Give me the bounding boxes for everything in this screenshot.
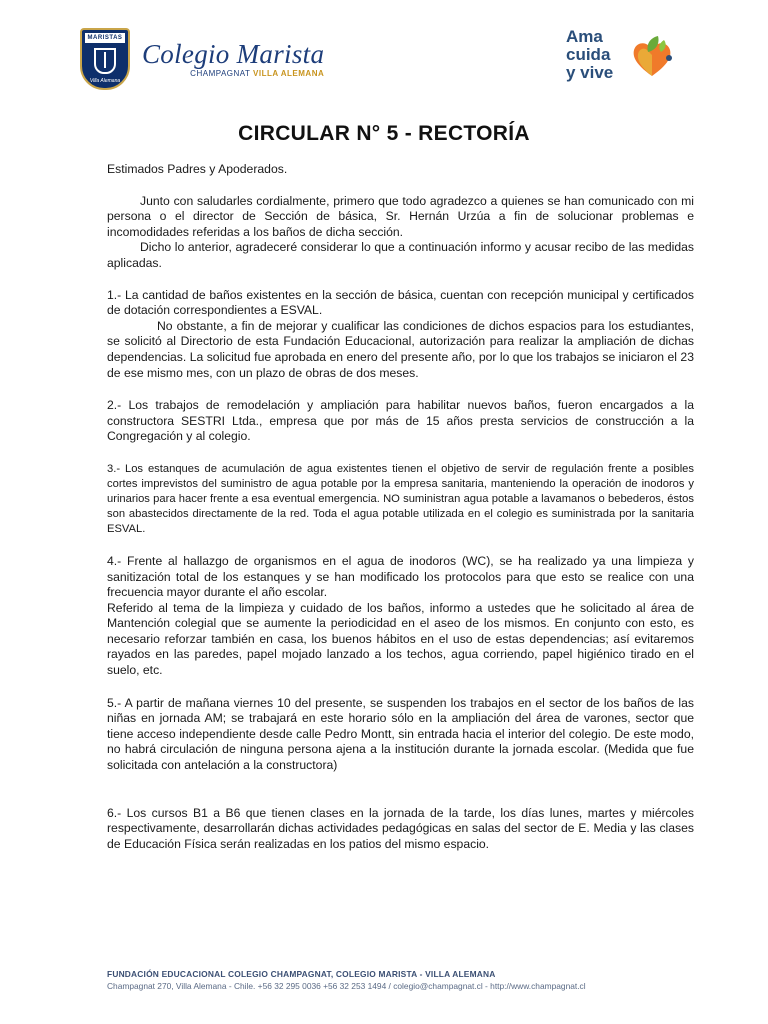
intro-paragraph-1: Junto con saludarles cordialmente, primero que todo agradezco a quienes se han comunicado con mi persona o el director de Sección de básica, Sr. Hernán Urzúa a fin de solucionar problemas e incomodidades referidas a los baños de dicha sección. (107, 193, 694, 239)
school-logo (80, 28, 324, 90)
campaign-line-1: Ama (566, 27, 603, 46)
item-2: 2.- Los trabajos de remodelación y ampliación para habilitar nuevos baños, fueron encargados a la constructora SESTRI Ltda., empresa que por más de 15 años presta servicios de construcción a la Congregación y al colegio. (107, 398, 694, 444)
item-1-paragraph-1: 1.- La cantidad de baños existentes en la sección de básica, cuentan con recepción municipal y certificados de dotación correspondientes a ESVAL. (107, 287, 694, 318)
intro-paragraph-2: Dicho lo anterior, agradeceré considerar lo que a continuación informo y acusar recibo de las medidas aplicadas. (107, 240, 694, 270)
school-name: Colegio Marista (142, 39, 325, 69)
footer (107, 968, 667, 992)
item-4-paragraph-1: 4.- Frente al hallazgo de organismos en el agua de inodoros (WC), se ha realizado ya una limpieza y sanitización total de los estanques y se han modificado los protocolos para que esto se realice con una frecuencia mayor durante el año escolar. (107, 553, 694, 600)
campaign-line-2: cuida (566, 45, 611, 64)
item-6: 6.- Los cursos B1 a B6 que tienen clases en la jornada de la tarde, los días lunes, martes y miércoles respectivamente, desarrollarán dichas actividades pedagógicas en salas del sector de E. Media y las clases de Educación Física serán realizadas en los patios del mismo espacio. (107, 805, 694, 851)
letter-body (107, 160, 694, 852)
footer-contact: Champagnat 270, Villa Alemana - Chile. +56 32 295 0036 +56 32 253 1494 / colegio@champagnat.cl - http://www.champagnat.cl (107, 981, 586, 991)
campaign-logo (566, 24, 684, 90)
document-title: CIRCULAR N° 5 - RECTORÍA (238, 122, 530, 145)
campaign-line-3: y vive (566, 63, 614, 82)
school-subtitle (142, 69, 324, 78)
item-4-paragraph-2: Referido al tema de la limpieza y cuidado de los baños, informo a ustedes que he solicitado al área de Mantención colegial que se aumente la periodicidad en el aseo de los mismos. En conjunto con esto, es necesario reforzar también en casa, los buenos hábitos en el uso de estas dependencias; así evitaremos rayados en las paredes, papel mojado lanzado a los techos, agua corriendo, papel higiénico tirado en el suelo, etc. (107, 600, 694, 678)
item-3: 3.- Los estanques de acumulación de agua existentes tienen el objetivo de servir de regulación frente a posibles cortes imprevistos del suministro de agua potable por la empresa sanitaria, manteniendo la operación de inodoros y urinarios para hacer frente a esa eventual emergencia. NO suministran agua potable a lavamanos o bebederos, éstos son abastecidos directamente de la red. Toda el agua potable utilizada en el colegio es suministrada por la sanitaria ESVAL. (107, 462, 694, 535)
school-subtitle-bold: VILLA ALEMANA (253, 69, 325, 78)
footer-organization: FUNDACIÓN EDUCACIONAL COLEGIO CHAMPAGNAT, COLEGIO MARISTA - VILLA ALEMANA (107, 969, 496, 979)
greeting: Estimados Padres y Apoderados. (107, 162, 288, 176)
shield-band-text: MARISTAS (87, 35, 123, 41)
item-5: 5.- A partir de mañana viernes 10 del presente, se suspenden los trabajos en el sector de los baños de las niñas en jornada AM; se trabajará en este horario sólo en la ampliación del área de varones, sector que tiene acceso independiente desde calle Pedro Montt, sin entrada hacia el interior del colegio. De este modo, no habrá circulación de ninguna persona ajena a la institución durante la jornada escolar. (Medida que fue solicitada con antelación a la constructora) (107, 695, 694, 773)
shield-motto: Villa Alemana (89, 78, 121, 84)
school-shield-icon (80, 28, 130, 90)
letterhead (0, 0, 768, 110)
heart-leaf-icon (628, 34, 676, 80)
item-1-paragraph-2: No obstante, a fin de mejorar y cualificar las condiciones de dichos espacios para los estudiantes, se solicitó al Directorio de esta Fundación Educacional, autorización para realizar la ampliación de dichas dependencias. La solicitud fue aprobada en enero del presente año, por lo que los trabajos se iniciaron el 23 de ese mismo mes, con un plazo de obras de dos meses. (107, 318, 694, 380)
school-subtitle-plain: CHAMPAGNAT (190, 69, 251, 78)
